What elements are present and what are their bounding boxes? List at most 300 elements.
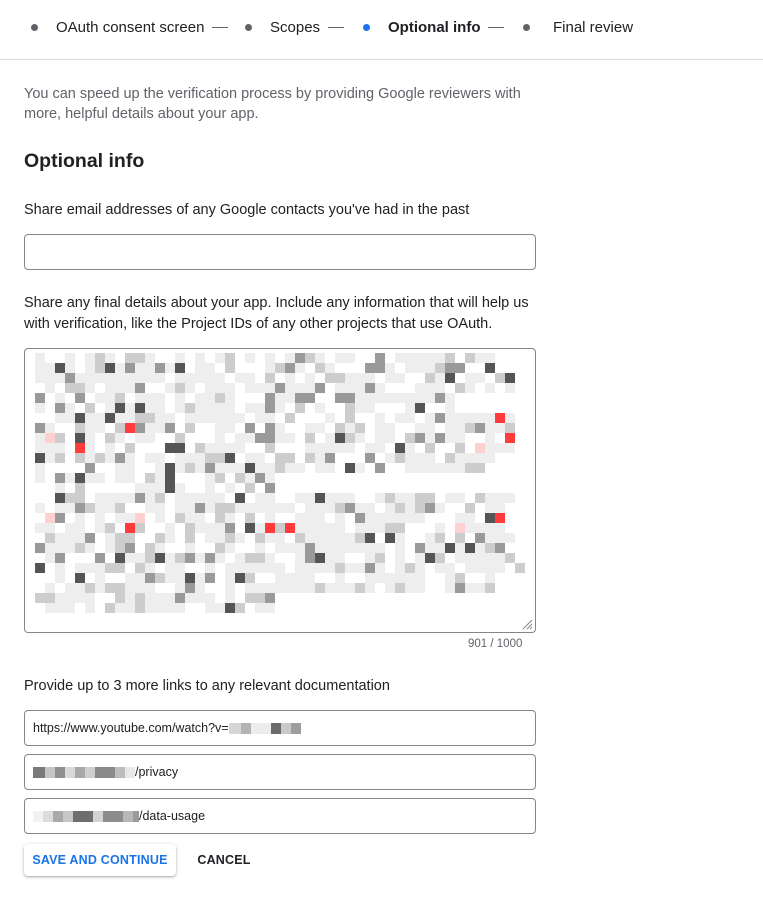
step-label: Final review <box>553 18 634 36</box>
redaction-pixel <box>225 353 235 363</box>
redaction-pixel <box>95 513 105 523</box>
redaction-pixel <box>335 503 345 513</box>
redaction-pixel <box>395 583 405 593</box>
redaction-pixel <box>485 503 495 513</box>
redaction-pixel <box>385 453 395 463</box>
redaction-pixel <box>315 503 325 513</box>
redaction-pixel <box>215 403 225 413</box>
save-and-continue-button[interactable]: SAVE AND CONTINUE <box>24 844 176 876</box>
redaction-pixel <box>355 563 365 573</box>
redaction-pixel <box>215 603 225 613</box>
redaction-pixel <box>55 443 65 453</box>
redaction-pixel <box>125 363 135 373</box>
redaction-pixel <box>365 553 375 563</box>
redaction-pixel <box>255 383 265 393</box>
link-field-3[interactable] <box>24 798 536 834</box>
redaction-pixel <box>365 383 375 393</box>
redaction-pixel <box>55 593 65 603</box>
redaction-pixel <box>415 453 425 463</box>
redaction-pixel <box>135 583 145 593</box>
redaction-pixel <box>265 413 275 423</box>
redaction-pixel <box>125 443 135 453</box>
redaction-pixel <box>425 463 435 473</box>
redaction-pixel <box>465 523 475 533</box>
redaction-pixel <box>485 553 495 563</box>
redaction-pixel <box>295 403 305 413</box>
redaction-pixel <box>315 563 325 573</box>
redaction-pixel <box>115 433 125 443</box>
redaction-pixel <box>495 513 505 523</box>
redaction-pixel <box>335 573 345 583</box>
redaction-pixel <box>155 603 165 613</box>
redaction-pixel <box>265 393 275 403</box>
redaction-pixel <box>495 503 505 513</box>
link-field-2[interactable] <box>24 754 536 790</box>
redaction-pixel <box>225 533 235 543</box>
redaction-pixel <box>285 523 295 533</box>
redaction-pixel <box>235 473 245 483</box>
redaction-pixel <box>135 393 145 403</box>
redaction-pixel <box>175 593 185 603</box>
redaction-pixel <box>275 573 285 583</box>
redacted-segment <box>125 767 135 778</box>
redaction-pixel <box>355 373 365 383</box>
redaction-pixel <box>445 403 455 413</box>
redaction-pixel <box>415 503 425 513</box>
redaction-pixel <box>45 603 55 613</box>
redaction-pixel <box>495 543 505 553</box>
redaction-pixel <box>345 443 355 453</box>
redaction-pixel <box>475 583 485 593</box>
redaction-pixel <box>315 543 325 553</box>
character-counter: 901 / 1000 <box>468 638 523 650</box>
redaction-pixel <box>385 523 395 533</box>
redaction-pixel <box>175 403 185 413</box>
redaction-pixel <box>65 533 75 543</box>
redaction-pixel <box>205 363 215 373</box>
redaction-pixel <box>245 433 255 443</box>
redaction-pixel <box>205 373 215 383</box>
redaction-pixel <box>375 363 385 373</box>
redaction-pixel <box>225 583 235 593</box>
redaction-pixel <box>315 363 325 373</box>
redaction-pixel <box>285 543 295 553</box>
details-textarea[interactable] <box>24 348 536 633</box>
redaction-pixel <box>85 413 95 423</box>
redaction-pixel <box>415 493 425 503</box>
redaction-pixel <box>225 383 235 393</box>
redaction-pixel <box>305 563 315 573</box>
redaction-pixel <box>105 543 115 553</box>
redaction-pixel <box>365 393 375 403</box>
contacts-input[interactable] <box>25 235 535 269</box>
redaction-pixel <box>35 543 45 553</box>
redaction-pixel <box>255 473 265 483</box>
redaction-pixel <box>265 473 275 483</box>
redaction-pixel <box>345 383 355 393</box>
redaction-pixel <box>375 493 385 503</box>
redaction-pixel <box>225 423 235 433</box>
redaction-pixel <box>435 563 445 573</box>
redaction-pixel <box>95 503 105 513</box>
redaction-pixel <box>235 463 245 473</box>
redaction-pixel <box>155 503 165 513</box>
redaction-pixel <box>385 373 395 383</box>
redaction-pixel <box>245 593 255 603</box>
redaction-pixel <box>215 473 225 483</box>
redaction-pixel <box>225 393 235 403</box>
redaction-pixel <box>105 503 115 513</box>
redaction-pixel <box>295 543 305 553</box>
redaction-pixel <box>275 533 285 543</box>
redaction-pixel <box>265 383 275 393</box>
redaction-pixel <box>335 493 345 503</box>
redaction-pixel <box>95 583 105 593</box>
redaction-pixel <box>475 353 485 363</box>
redaction-pixel <box>115 503 125 513</box>
redaction-pixel <box>345 463 355 473</box>
redaction-pixel <box>145 403 155 413</box>
redaction-pixel <box>495 373 505 383</box>
redaction-pixel <box>245 453 255 463</box>
redaction-pixel <box>135 483 145 493</box>
redaction-pixel <box>145 393 155 403</box>
redaction-pixel <box>155 403 165 413</box>
redaction-pixel <box>185 373 195 383</box>
redaction-pixel <box>425 493 435 503</box>
redaction-pixel <box>65 383 75 393</box>
redaction-pixel <box>145 563 155 573</box>
redaction-pixel <box>295 393 305 403</box>
redaction-pixel <box>55 533 65 543</box>
redaction-pixel <box>465 543 475 553</box>
redaction-pixel <box>35 463 45 473</box>
redaction-pixel <box>175 513 185 523</box>
step-complete-dot-icon <box>245 24 252 31</box>
redaction-pixel <box>285 353 295 363</box>
redaction-pixel <box>265 513 275 523</box>
redaction-pixel <box>355 583 365 593</box>
redaction-pixel <box>275 393 285 403</box>
redaction-pixel <box>105 583 115 593</box>
link-field-1[interactable] <box>24 710 536 746</box>
redaction-pixel <box>265 603 275 613</box>
redaction-pixel <box>475 523 485 533</box>
contacts-field[interactable] <box>24 234 536 270</box>
redaction-pixel <box>465 383 475 393</box>
redaction-pixel <box>265 353 275 363</box>
redaction-pixel <box>185 463 195 473</box>
redaction-pixel <box>255 403 265 413</box>
redaction-pixel <box>75 473 85 483</box>
redaction-pixel <box>485 443 495 453</box>
redaction-pixel <box>225 403 235 413</box>
redaction-pixel <box>395 353 405 363</box>
link-suffix: /data-usage <box>139 809 206 823</box>
redaction-pixel <box>125 353 135 363</box>
redaction-pixel <box>35 503 45 513</box>
redaction-pixel <box>125 413 135 423</box>
redaction-pixel <box>225 513 235 523</box>
redaction-pixel <box>245 563 255 573</box>
redaction-pixel <box>55 403 65 413</box>
redaction-pixel <box>185 513 195 523</box>
redaction-pixel <box>365 543 375 553</box>
link-value <box>33 799 205 833</box>
redaction-pixel <box>45 513 55 523</box>
redaction-pixel <box>105 403 115 413</box>
redaction-pixel <box>305 443 315 453</box>
redaction-pixel <box>315 383 325 393</box>
redaction-pixel <box>505 493 515 503</box>
redaction-pixel <box>305 383 315 393</box>
redacted-segment <box>281 723 291 734</box>
redaction-pixel <box>315 443 325 453</box>
redaction-pixel <box>245 373 255 383</box>
redaction-pixel <box>395 513 405 523</box>
redaction-pixel <box>105 563 115 573</box>
redaction-pixel <box>305 433 315 443</box>
redaction-pixel <box>55 413 65 423</box>
redaction-pixel <box>455 413 465 423</box>
redaction-pixel <box>55 553 65 563</box>
redaction-pixel <box>235 533 245 543</box>
redaction-pixel <box>135 573 145 583</box>
redaction-pixel <box>485 383 495 393</box>
step-separator <box>488 27 504 28</box>
redaction-pixel <box>325 363 335 373</box>
redaction-pixel <box>85 533 95 543</box>
redaction-pixel <box>125 403 135 413</box>
redaction-pixel <box>495 423 505 433</box>
redaction-pixel <box>165 443 175 453</box>
redaction-pixel <box>115 383 125 393</box>
link-prefix: https://www.youtube.com/watch?v= <box>33 721 229 735</box>
redaction-pixel <box>445 493 455 503</box>
step-label: Optional info <box>388 18 481 36</box>
redaction-pixel <box>205 533 215 543</box>
redaction-pixel <box>435 543 445 553</box>
redaction-pixel <box>135 433 145 443</box>
redaction-pixel <box>75 513 85 523</box>
redaction-pixel <box>355 423 365 433</box>
redaction-pixel <box>305 573 315 583</box>
redaction-pixel <box>175 493 185 503</box>
redaction-pixel <box>105 433 115 443</box>
redaction-pixel <box>215 353 225 363</box>
redaction-pixel <box>165 573 175 583</box>
redaction-pixel <box>275 583 285 593</box>
redaction-pixel <box>275 563 285 573</box>
redaction-pixel <box>415 433 425 443</box>
redaction-pixel <box>165 363 175 373</box>
redaction-pixel <box>75 533 85 543</box>
redaction-pixel <box>375 443 385 453</box>
redaction-pixel <box>185 573 195 583</box>
redacted-segment <box>75 767 85 778</box>
redacted-segment <box>33 811 43 822</box>
redaction-pixel <box>235 443 245 453</box>
redaction-pixel <box>505 533 515 543</box>
redaction-pixel <box>185 553 195 563</box>
details-label: Share any final details about your app. Include any information that will help us with verification, like the Project IDs of any other projects that use OAuth. <box>24 295 529 332</box>
redaction-pixel <box>405 503 415 513</box>
redaction-pixel <box>45 533 55 543</box>
redaction-pixel <box>115 423 125 433</box>
redaction-pixel <box>175 463 185 473</box>
redaction-pixel <box>435 363 445 373</box>
redaction-pixel <box>175 383 185 393</box>
redaction-pixel <box>95 373 105 383</box>
redaction-pixel <box>95 423 105 433</box>
redacted-segment <box>65 767 75 778</box>
redaction-pixel <box>375 423 385 433</box>
redaction-pixel <box>165 563 175 573</box>
redaction-pixel <box>45 453 55 463</box>
redaction-pixel <box>195 443 205 453</box>
redaction-pixel <box>55 493 65 503</box>
redaction-pixel <box>475 563 485 573</box>
redaction-pixel <box>355 513 365 523</box>
redaction-pixel <box>245 353 255 363</box>
redaction-pixel <box>425 393 435 403</box>
redaction-pixel <box>185 503 195 513</box>
redaction-pixel <box>85 593 95 603</box>
redaction-pixel <box>495 563 505 573</box>
redaction-pixel <box>215 373 225 383</box>
redaction-pixel <box>85 403 95 413</box>
redaction-pixel <box>305 583 315 593</box>
redaction-pixel <box>345 353 355 363</box>
redaction-pixel <box>265 363 275 373</box>
redaction-pixel <box>425 453 435 463</box>
redaction-pixel <box>35 563 45 573</box>
redaction-pixel <box>235 373 245 383</box>
link-suffix: /privacy <box>135 765 179 779</box>
redaction-pixel <box>415 543 425 553</box>
redaction-pixel <box>455 363 465 373</box>
redaction-pixel <box>135 413 145 423</box>
redaction-pixel <box>415 573 425 583</box>
redaction-pixel <box>105 493 115 503</box>
redaction-pixel <box>355 393 365 403</box>
redaction-pixel <box>415 393 425 403</box>
redaction-pixel <box>155 593 165 603</box>
redaction-pixel <box>325 453 335 463</box>
redaction-pixel <box>345 403 355 413</box>
redaction-pixel <box>195 453 205 463</box>
step-final-review[interactable] <box>523 17 633 37</box>
resize-handle-icon[interactable] <box>521 618 533 630</box>
redaction-pixel <box>135 383 145 393</box>
redaction-pixel <box>225 483 235 493</box>
redaction-pixel <box>185 523 195 533</box>
redaction-pixel <box>145 553 155 563</box>
redaction-pixel <box>245 503 255 513</box>
redaction-pixel <box>245 463 255 473</box>
redaction-pixel <box>275 463 285 473</box>
redacted-segment <box>73 811 93 822</box>
redaction-pixel <box>295 383 305 393</box>
redaction-pixel <box>65 353 75 363</box>
redaction-pixel <box>135 373 145 383</box>
step-optional-info[interactable] <box>363 17 504 37</box>
redaction-pixel <box>265 593 275 603</box>
redaction-pixel <box>235 603 245 613</box>
redaction-pixel <box>145 493 155 503</box>
redaction-pixel <box>485 423 495 433</box>
redaction-pixel <box>105 363 115 373</box>
redaction-pixel <box>205 383 215 393</box>
redaction-pixel <box>385 513 395 523</box>
redaction-pixel <box>405 573 415 583</box>
redaction-pixel <box>335 553 345 563</box>
step-scopes[interactable] <box>245 17 344 37</box>
redaction-pixel <box>175 373 185 383</box>
redaction-pixel <box>485 573 495 583</box>
redaction-pixel <box>45 593 55 603</box>
redaction-pixel <box>95 473 105 483</box>
redaction-pixel <box>125 473 135 483</box>
redaction-pixel <box>225 563 235 573</box>
redaction-pixel <box>195 353 205 363</box>
redaction-pixel <box>265 533 275 543</box>
redaction-pixel <box>395 523 405 533</box>
redaction-pixel <box>255 553 265 563</box>
link-value <box>33 755 178 789</box>
redaction-pixel <box>465 413 475 423</box>
section-title: Optional info <box>24 150 145 172</box>
cancel-button[interactable]: CANCEL <box>188 844 260 876</box>
redaction-pixel <box>125 453 135 463</box>
redaction-pixel <box>165 593 175 603</box>
stepper <box>0 0 763 60</box>
redaction-pixel <box>215 463 225 473</box>
redaction-pixel <box>175 483 185 493</box>
redaction-pixel <box>85 583 95 593</box>
redaction-pixel <box>55 563 65 573</box>
redaction-pixel <box>155 373 165 383</box>
redaction-pixel <box>345 543 355 553</box>
redaction-pixel <box>135 493 145 503</box>
redaction-pixel <box>435 553 445 563</box>
redaction-pixel <box>165 523 175 533</box>
redaction-pixel <box>445 373 455 383</box>
redaction-pixel <box>215 383 225 393</box>
redaction-pixel <box>205 463 215 473</box>
redaction-pixel <box>305 423 315 433</box>
redaction-pixel <box>425 433 435 443</box>
redaction-pixel <box>465 373 475 383</box>
redaction-pixel <box>315 493 325 503</box>
redaction-pixel <box>115 373 125 383</box>
step-oauth-consent-screen[interactable] <box>31 17 228 37</box>
redaction-pixel <box>285 383 295 393</box>
redacted-segment <box>33 767 45 778</box>
redaction-pixel <box>195 363 205 373</box>
redaction-pixel <box>395 373 405 383</box>
redaction-pixel <box>145 473 155 483</box>
redaction-pixel <box>475 443 485 453</box>
redaction-pixel <box>425 543 435 553</box>
redaction-pixel <box>375 353 385 363</box>
redaction-pixel <box>415 363 425 373</box>
redaction-pixel <box>335 383 345 393</box>
step-label: Scopes <box>270 18 321 36</box>
redaction-pixel <box>175 573 185 583</box>
redaction-pixel <box>505 553 515 563</box>
redaction-pixel <box>65 363 75 373</box>
